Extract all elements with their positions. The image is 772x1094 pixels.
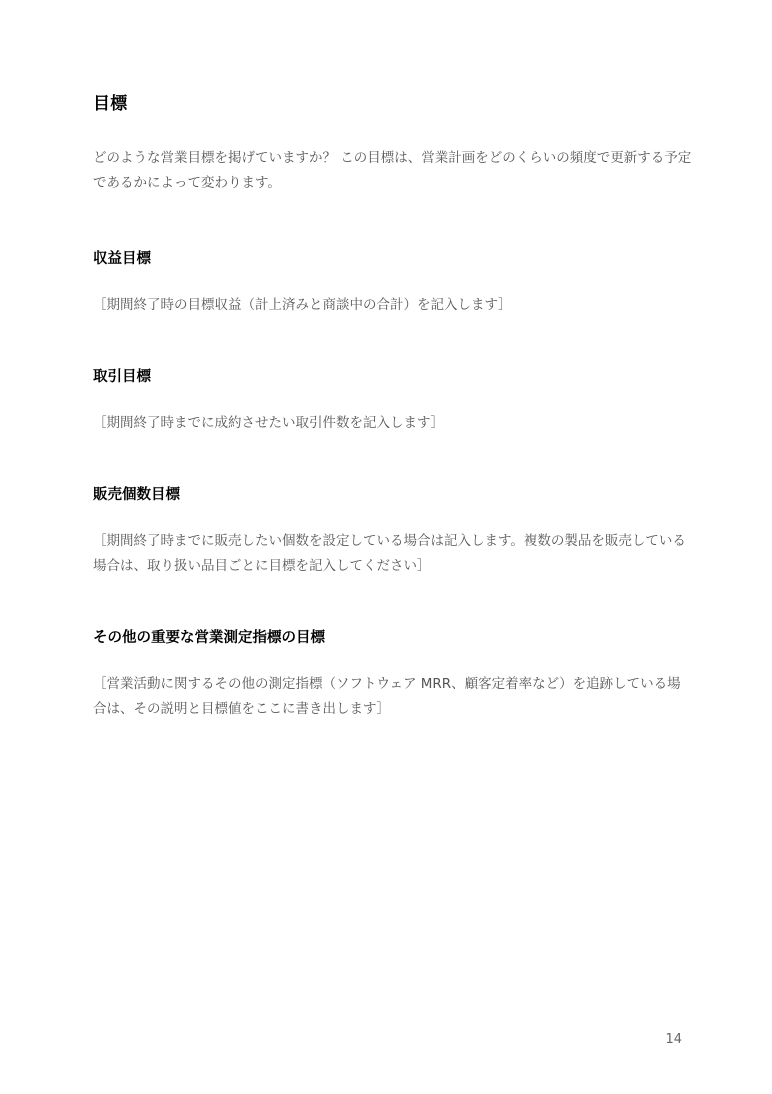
- section-body: ［期間終了時の目標収益（計上済みと商談中の合計）を記入します］: [93, 297, 512, 313]
- section-heading: 収益目標: [93, 251, 151, 267]
- section-deal-goal: [93, 366, 693, 436]
- section-heading: その他の重要な営業測定指標の目標: [93, 630, 325, 646]
- section-body: ［期間終了時までに成約させたい取引件数を記入します］: [93, 415, 444, 431]
- section-units-goal: [93, 484, 693, 579]
- section-other-metrics-goal: [93, 627, 693, 722]
- section-heading: 取引目標: [93, 369, 151, 385]
- section-body: ［営業活動に関するその他の測定指標（ソフトウェア MRR、顧客定着率など）を追跡している場合は、その説明と目標値をここに書き出します］: [93, 676, 681, 717]
- page-title: 目標: [93, 94, 128, 114]
- page-content: [93, 92, 693, 770]
- page-number: 14: [665, 1032, 682, 1047]
- section-heading: 販売個数目標: [93, 487, 180, 503]
- intro-paragraph: どのような営業目標を掲げていますか？ この目標は、営業計画をどのくらいの頻度で更新する予定であるかによって変わります。: [93, 150, 692, 191]
- section-revenue-goal: [93, 248, 693, 318]
- section-body: ［期間終了時までに販売したい個数を設定している場合は記入します。複数の製品を販売している場合は、取り扱い品目ごとに目標を記入してください］: [93, 533, 686, 574]
